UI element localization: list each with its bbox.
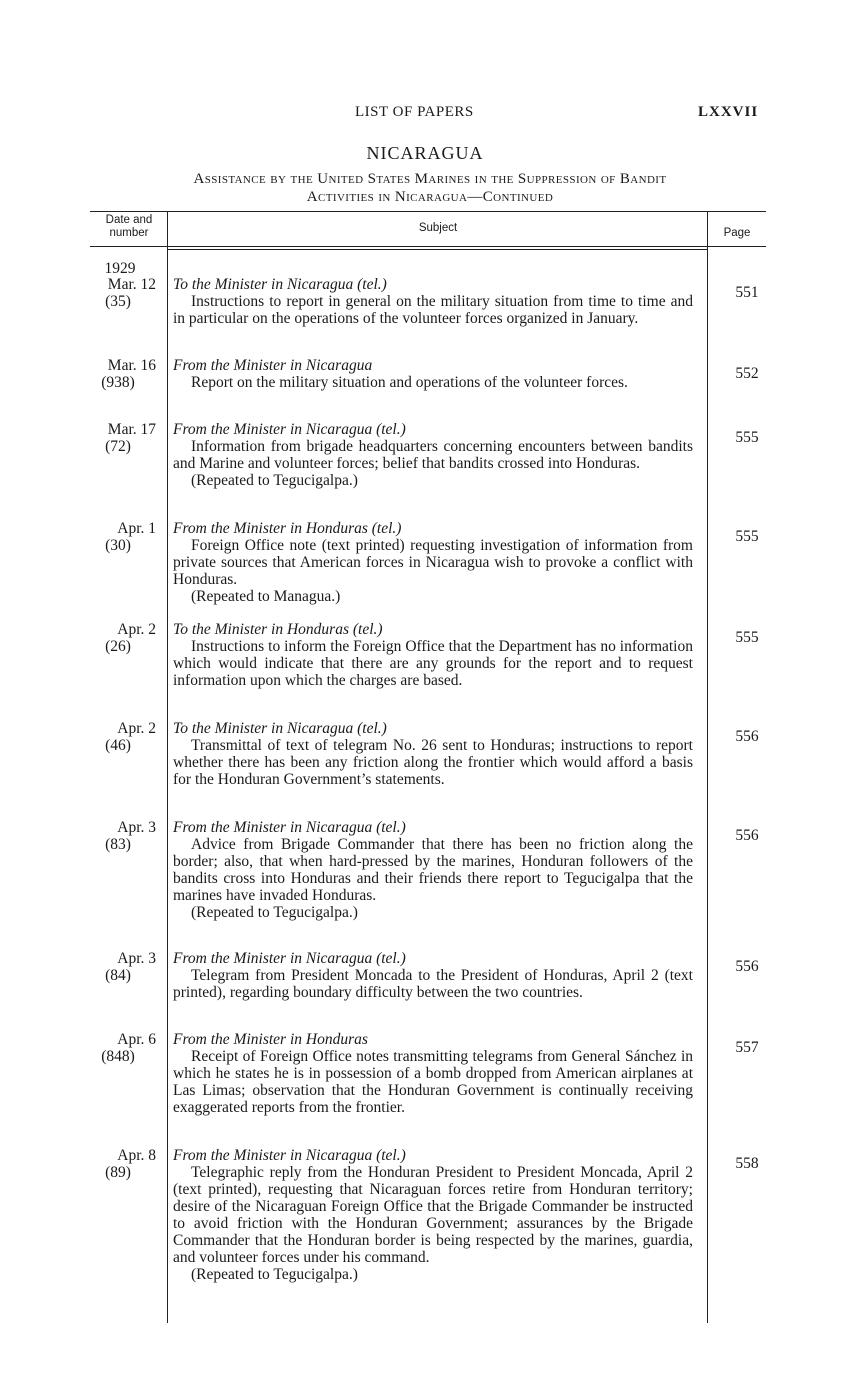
running-head bbox=[0, 104, 850, 126]
header-bottom-rule bbox=[90, 246, 766, 247]
entry-subject-cell bbox=[173, 276, 693, 327]
entry-date-cell bbox=[80, 357, 156, 391]
entry-number: (848) bbox=[101, 1048, 135, 1065]
entry-page-number: 555 bbox=[735, 528, 759, 545]
entry-date-cell bbox=[80, 276, 156, 310]
entry-number: (89) bbox=[105, 1164, 131, 1181]
entry-summary: Receipt of Foreign Office notes transmitting telegrams from General Sánchez in which he states he is in possession of a bomb dropped from American airplanes at Las Limas; observation that the Honduran Government is continually receiving exaggerated reports from the frontier. bbox=[173, 1048, 693, 1116]
entry-correspondent: To the Minister in Nicaragua (tel.) bbox=[173, 720, 387, 737]
page-column-divider bbox=[707, 211, 708, 1323]
entry-number: (72) bbox=[105, 438, 131, 455]
entry-date-cell bbox=[80, 621, 156, 655]
entry-subject-cell bbox=[173, 621, 693, 689]
entry-correspondent: From the Minister in Nicaragua (tel.) bbox=[173, 950, 406, 967]
entry-number: (46) bbox=[105, 737, 131, 754]
entry-page-number: 556 bbox=[735, 827, 759, 844]
entry-correspondent: From the Minister in Nicaragua (tel.) bbox=[173, 1147, 406, 1164]
entry-date: Apr. 2 bbox=[117, 720, 156, 737]
section-title: NICARAGUA bbox=[366, 143, 484, 163]
header-bottom-rule-2 bbox=[168, 249, 708, 250]
entry-date: Mar. 17 bbox=[107, 421, 156, 438]
entry-correspondent: From the Minister in Nicaragua bbox=[173, 357, 373, 374]
section-subtitle-line-2: Activities in Nicaragua—Continued bbox=[306, 189, 554, 205]
entry-summary: Telegraphic reply from the Honduran President to President Moncada, April 2 (text printed), requesting that Nicaraguan forces retire from Honduran territory; desire of the Nicaraguan Foreign Office that the Brigade Commander be instructed to avoid friction with the Honduran Government; assurances by the Brigade Commander that the Honduran border is being respected by the marines, guardia, and volunteer forces under his command. bbox=[173, 1164, 693, 1266]
entry-number: (30) bbox=[105, 537, 131, 554]
entry-date: Mar. 16 bbox=[107, 357, 156, 374]
entry-date: Apr. 6 bbox=[117, 1031, 156, 1048]
entry-correspondent: From the Minister in Honduras (tel.) bbox=[173, 520, 402, 537]
entry-correspondent: To the Minister in Honduras (tel.) bbox=[173, 621, 383, 638]
page-number: LXXVII bbox=[698, 104, 759, 120]
entry-repeated-note: (Repeated to Tegucigalpa.) bbox=[191, 1266, 358, 1283]
entry-correspondent: From the Minister in Honduras bbox=[173, 1031, 368, 1048]
entry-summary: Telegram from President Moncada to the President of Honduras, April 2 (text printed), regarding boundary difficulty between the two countries. bbox=[173, 967, 693, 1001]
entry-summary: Information from brigade headquarters concerning encounters between bandits and Marine and volunteer forces; belief that bandits crossed into Honduras. bbox=[173, 438, 693, 472]
entry-number: (938) bbox=[101, 374, 135, 391]
entry-repeated-note: (Repeated to Tegucigalpa.) bbox=[191, 472, 358, 489]
entry-page-number: 551 bbox=[735, 284, 759, 301]
entry-correspondent: From the Minister in Nicaragua (tel.) bbox=[173, 421, 406, 438]
entry-summary: Transmittal of text of telegram No. 26 sent to Honduras; instructions to report whether there has been any friction along the frontier which would afford a basis for the Honduran Government’s statements. bbox=[173, 737, 693, 788]
entry-date-cell bbox=[80, 520, 156, 554]
entry-date: Apr. 2 bbox=[117, 621, 156, 638]
entry-repeated-note: (Repeated to Tegucigalpa.) bbox=[191, 904, 358, 921]
entry-subject-cell bbox=[173, 950, 693, 1001]
entry-page-number: 552 bbox=[735, 365, 759, 382]
entry-subject-cell bbox=[173, 819, 693, 921]
entry-correspondent: To the Minister in Nicaragua (tel.) bbox=[173, 276, 387, 293]
entry-page-number: 555 bbox=[735, 429, 759, 446]
entry-subject-cell bbox=[173, 720, 693, 788]
section-subtitle-line-1: Assistance by the United States Marines in the Suppression of Bandit bbox=[193, 171, 667, 187]
entry-date-cell bbox=[80, 950, 156, 984]
entry-date: Apr. 3 bbox=[117, 819, 156, 836]
entry-date-cell bbox=[80, 1147, 156, 1181]
entry-date-cell bbox=[80, 720, 156, 754]
entry-correspondent: From the Minister in Nicaragua (tel.) bbox=[173, 819, 406, 836]
entry-page-number: 555 bbox=[735, 629, 759, 646]
column-header-date: Date and number bbox=[105, 214, 153, 239]
column-header-subject: Subject bbox=[418, 222, 458, 234]
entry-subject-cell bbox=[173, 421, 693, 489]
entry-number: (35) bbox=[105, 293, 131, 310]
entry-subject-cell bbox=[173, 1031, 693, 1116]
entry-date: Apr. 1 bbox=[117, 520, 156, 537]
entry-number: (83) bbox=[105, 836, 131, 853]
entry-number: (26) bbox=[105, 638, 131, 655]
entry-date-cell bbox=[80, 421, 156, 455]
entry-summary: Report on the military situation and operations of the volunteer forces. bbox=[191, 374, 628, 391]
column-header-page: Page bbox=[723, 227, 751, 239]
entry-subject-cell bbox=[173, 1147, 693, 1283]
entry-page-number: 556 bbox=[735, 958, 759, 975]
entry-subject-cell bbox=[173, 520, 693, 605]
entry-page-number: 556 bbox=[735, 728, 759, 745]
entry-repeated-note: (Repeated to Managua.) bbox=[191, 588, 341, 605]
entry-page-number: 557 bbox=[735, 1039, 759, 1056]
running-title: LIST OF PAPERS bbox=[355, 104, 474, 120]
section-subtitle bbox=[90, 170, 770, 206]
entry-subject-cell bbox=[173, 357, 693, 391]
date-column-divider bbox=[167, 211, 168, 1323]
entry-page-number: 558 bbox=[735, 1155, 759, 1172]
entry-summary: Advice from Brigade Commander that there has been no friction along the border; also, that when hard-pressed by the marines, Honduran followers of the bandits cross into Honduras and their friends there report to Tegucigalpa that the marines have invaded Honduras. bbox=[173, 836, 693, 904]
entry-date: Apr. 8 bbox=[117, 1147, 156, 1164]
entry-date-cell bbox=[80, 1031, 156, 1065]
entry-summary: Instructions to report in general on the military situation from time to time and in particular on the operations of the volunteer forces organized in January. bbox=[173, 293, 693, 327]
entry-summary: Instructions to inform the Foreign Office that the Department has no information which would indicate that there are any grounds for the report and to request information upon which the charges are based. bbox=[173, 638, 693, 689]
year-label: 1929 bbox=[104, 260, 136, 277]
table-top-rule bbox=[90, 211, 766, 212]
entry-date: Apr. 3 bbox=[117, 950, 156, 967]
entry-summary: Foreign Office note (text printed) requesting investigation of information from private sources that American forces in Nicaragua wish to provoke a conflict with Honduras. bbox=[173, 537, 693, 588]
entry-number: (84) bbox=[105, 967, 131, 984]
entry-date-cell bbox=[80, 819, 156, 853]
entry-date: Mar. 12 bbox=[107, 276, 156, 293]
